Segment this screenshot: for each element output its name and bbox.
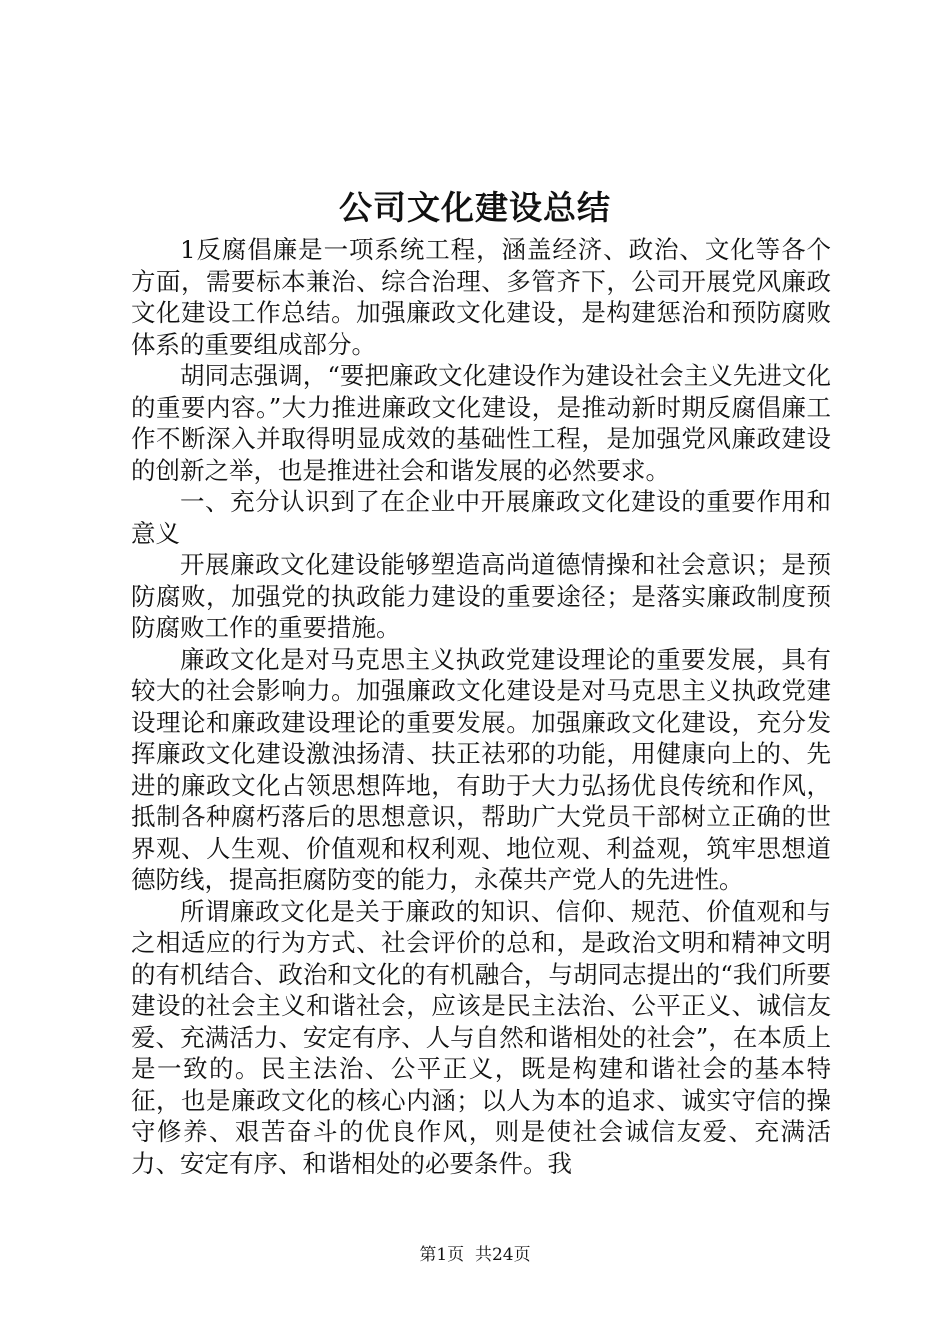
paragraph: 1反腐倡廉是一项系统工程，涵盖经济、政治、文化等各个方面，需要标本兼治、综合治理、多管齐下，公司开展党风廉政文化建设工作总结。加强廉政文化建设，是构建惩治和预防腐败体系的重要组成部分。 xyxy=(131,235,831,359)
paragraph: 胡同志强调，“要把廉政文化建设作为建设社会主义先进文化的重要内容。”大力推进廉政文化建设，是推动新时期反腐倡廉工作不断深入并取得明显成效的基础性工程，是加强党风廉政建设的创新之举，也是推进社会和谐发展的必然要求。 xyxy=(131,361,831,485)
paragraph: 廉政文化是对马克思主义执政党建设理论的重要发展，具有较大的社会影响力。加强廉政文化建设是对马克思主义执政党建设理论和廉政建设理论的重要发展。加强廉政文化建设，充分发挥廉政文化建设激浊扬清、扶正祛邪的功能，用健康向上的、先进的廉政文化占领思想阵地，有助于大力弘扬优良传统和作风，抵制各种腐朽落后的思想意识，帮助广大党员干部树立正确的世界观、人生观、价值观和权利观、地位观、利益观，筑牢思想道德防线，提高拒腐防变的能力，永葆共产党人的先进性。 xyxy=(131,644,831,894)
paragraph: 所谓廉政文化是关于廉政的知识、信仰、规范、价值观和与之相适应的行为方式、社会评价的总和，是政治文明和精神文明的有机结合、政治和文化的有机融合，与胡同志提出的“我们所要建设的社会主义和谐社会，应该是民主法治、公平正义、诚信友爱、充满活力、安定有序、人与自然和谐相处的社会”，在本质上是一致的。民主法治、公平正义，既是构建和谐社会的基本特征，也是廉政文化的核心内涵；以人为本的追求、诚实守信的操守修养、艰苦奋斗的优良作风，则是使社会诚信友爱、充满活力、安定有序、和谐相处的必要条件。我 xyxy=(131,896,831,1178)
section-heading: 一、充分认识到了在企业中开展廉政文化建设的重要作用和意义 xyxy=(131,487,831,548)
page-footer xyxy=(0,1243,950,1267)
document-body xyxy=(131,234,831,1179)
page-number: 第1页 共24页 xyxy=(419,1245,531,1265)
paragraph: 开展廉政文化建设能够塑造高尚道德情操和社会意识；是预防腐败，加强党的执政能力建设的重要途径；是落实廉政制度预防腐败工作的重要措施。 xyxy=(131,550,831,642)
document-title: 公司文化建设总结 xyxy=(339,188,611,227)
